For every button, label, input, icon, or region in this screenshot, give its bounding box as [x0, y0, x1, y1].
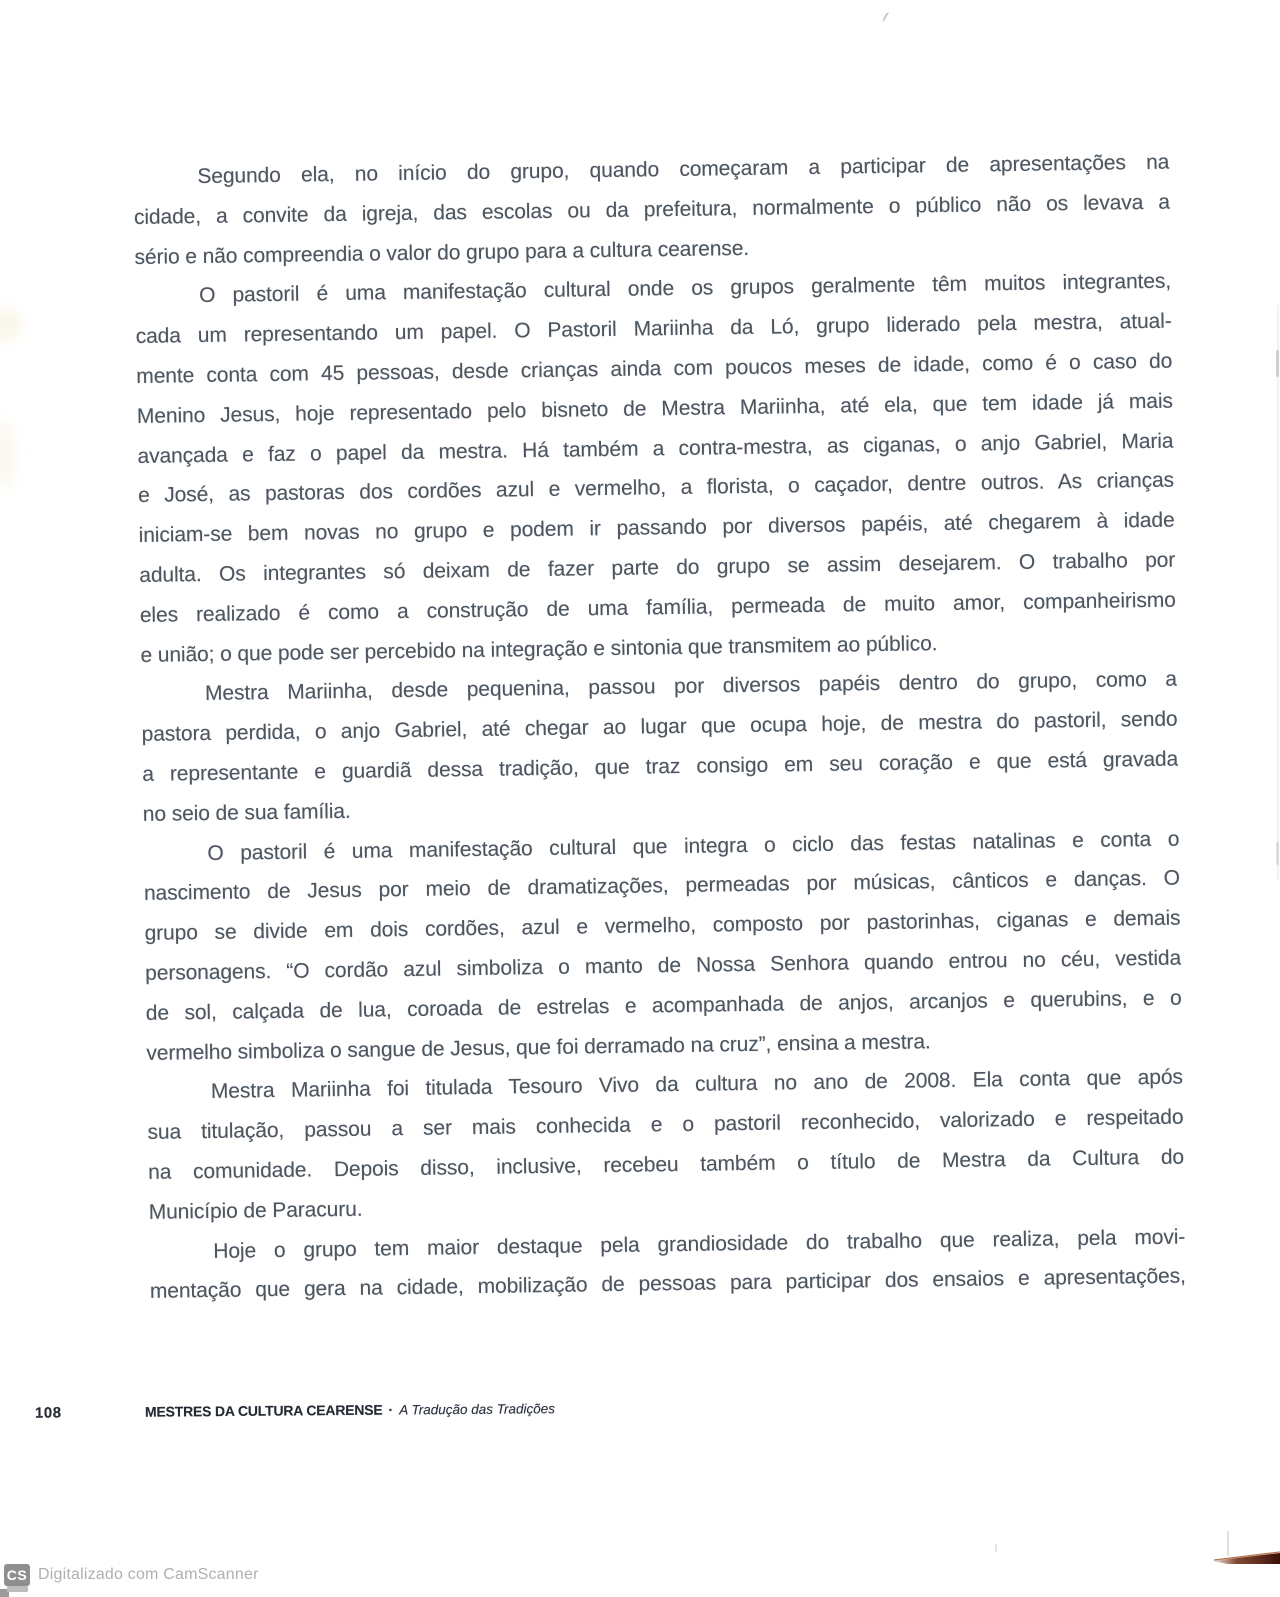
paragraph — [147, 1058, 1185, 1233]
text-line: no seio de sua família. — [142, 799, 351, 826]
text-line: de sol, calçada de lua, coroada de estrelas e acompanhada de anjos, arcanjos e querubins, e o — [145, 986, 1182, 1025]
footer-separator: · — [388, 1401, 394, 1418]
scan-artifact-right-edge-line — [1277, 305, 1279, 880]
scan-artifact-left-smudge-lower — [0, 420, 16, 490]
text-line: avançada e faz o papel da mestra. Há também a contra-mestra, as ciganas, o anjo Gabriel, Maria — [137, 429, 1174, 468]
text-line: O pastoril é uma manifestação cultural que integra o ciclo das festas natalinas e conta o — [207, 827, 1180, 865]
text-line: Mestra Mariinha, desde pequenina, passou por diversos papéis dentro do grupo, como a — [204, 667, 1178, 706]
text-line: cada um representando um papel. O Pastoril Mariinha da Ló, grupo liderado pela mestra, atual- — [135, 309, 1172, 349]
text-line: e união; o que pode ser percebido na integração e sintonia que transmitem ao público. — [140, 631, 938, 667]
text-line: a representante e guardiã dessa tradição, que traz consigo em seu coração e que está gravada — [142, 747, 1179, 786]
footer-subtitle: A Tradução das Tradições — [399, 1401, 556, 1418]
camscanner-logo-letters: CS — [6, 1567, 28, 1583]
scan-artifact-right-dash-lower — [1276, 842, 1279, 865]
text-line: na comunidade. Depois disso, inclusive, recebeu também o título de Mestra da Cultura do — [147, 1145, 1185, 1184]
text-line: Município de Paracuru. — [148, 1197, 363, 1224]
text-line: adulta. Os integrantes só deixam de fazer parte do grupo se assim desejarem. O trabalho por — [139, 548, 1176, 587]
paragraph — [135, 262, 1177, 675]
camscanner-logo-icon — [4, 1564, 30, 1586]
footer-title-caps: MESTRES DA CULTURA CEARENSE — [144, 1401, 383, 1420]
text-line: vermelho simboliza o sangue de Jesus, que foi derramado na cruz”, ensina a mestra. — [146, 1029, 931, 1065]
text-line: Segundo ela, no início do grupo, quando começaram a participar de apresentações na — [197, 150, 1170, 189]
text-line: pastora perdida, o anjo Gabriel, até chegar ao lugar que ocupa hoje, de mestra do pastoril, sendo — [141, 707, 1178, 747]
body-text — [133, 137, 1186, 1312]
paragraph — [143, 819, 1182, 1073]
page-footer — [0, 1391, 1280, 1428]
text-line: Mestra Mariinha foi titulada Tesouro Vivo da cultura no ano de 2008. Ela conta que após — [210, 1065, 1184, 1104]
paragraph — [133, 143, 1171, 278]
text-line: cidade, a convite da igreja, das escolas ou da prefeitura, normalmente o público não os levava a — [133, 190, 1171, 229]
scan-artifact-red-streak — [1206, 1550, 1280, 1568]
text-line: O pastoril é uma manifestação cultural onde os grupos geralmente têm muitos integrantes, — [198, 270, 1172, 308]
watermark-text: Digitalizado com CamScanner — [38, 1566, 259, 1583]
text-line: sério e não compreendia o valor do grupo para a cultura cearense. — [134, 236, 750, 269]
paragraph — [141, 660, 1179, 835]
text-line: mente conta com 45 pessoas, desde crianças ainda com poucos meses de idade, como é o caso do — [136, 349, 1173, 388]
text-line: mentação que gera na cidade, mobilização de pessoas para participar dos ensaios e apresentações, — [149, 1264, 1186, 1304]
text-line: eles realizado é como a construção de uma família, permeada de muito amor, companheirismo — [139, 588, 1176, 627]
scan-artifact-corner-hairline — [1227, 1531, 1229, 1556]
text-line: iniciam-se bem novas no grupo e podem ir passando por diversos papéis, até chegarem à idade — [138, 508, 1175, 548]
text-line: personagens. “O cordão azul simboliza o manto de Nossa Senhora quando entrou no céu, vestida — [145, 946, 1182, 985]
text-line: Hoje o grupo tem maior destaque pela grandiosidade do trabalho que realiza, pela movi- — [213, 1225, 1186, 1263]
page-number: 108 — [34, 1404, 62, 1422]
scan-artifact-right-dash-upper — [1276, 350, 1279, 377]
footer-book-title — [145, 1400, 555, 1420]
text-line: Menino Jesus, hoje representado pelo bisneto de Mestra Mariinha, até ela, que tem idade já mais — [136, 389, 1173, 428]
paragraph — [149, 1217, 1186, 1312]
camscanner-logo-flap — [7, 1586, 28, 1592]
text-line: sua titulação, passou a ser mais conhecida e o pastoril reconhecido, valorizado e respeitado — [147, 1105, 1184, 1145]
text-line: grupo se divide em dois cordões, azul e vermelho, composto por pastorinhas, ciganas e demais — [144, 906, 1181, 946]
scan-artifact-top-squiggle — [881, 12, 891, 24]
text-line: nascimento de Jesus por meio de dramatizações, permeadas por músicas, cânticos e danças. O — [143, 866, 1181, 906]
text-line: e José, as pastoras dos cordões azul e vermelho, a florista, o caçador, dentre outros. As crianças — [137, 468, 1175, 508]
scan-artifact-bottom-tick — [995, 1544, 997, 1552]
scan-artifact-left-smudge-upper — [0, 308, 22, 342]
